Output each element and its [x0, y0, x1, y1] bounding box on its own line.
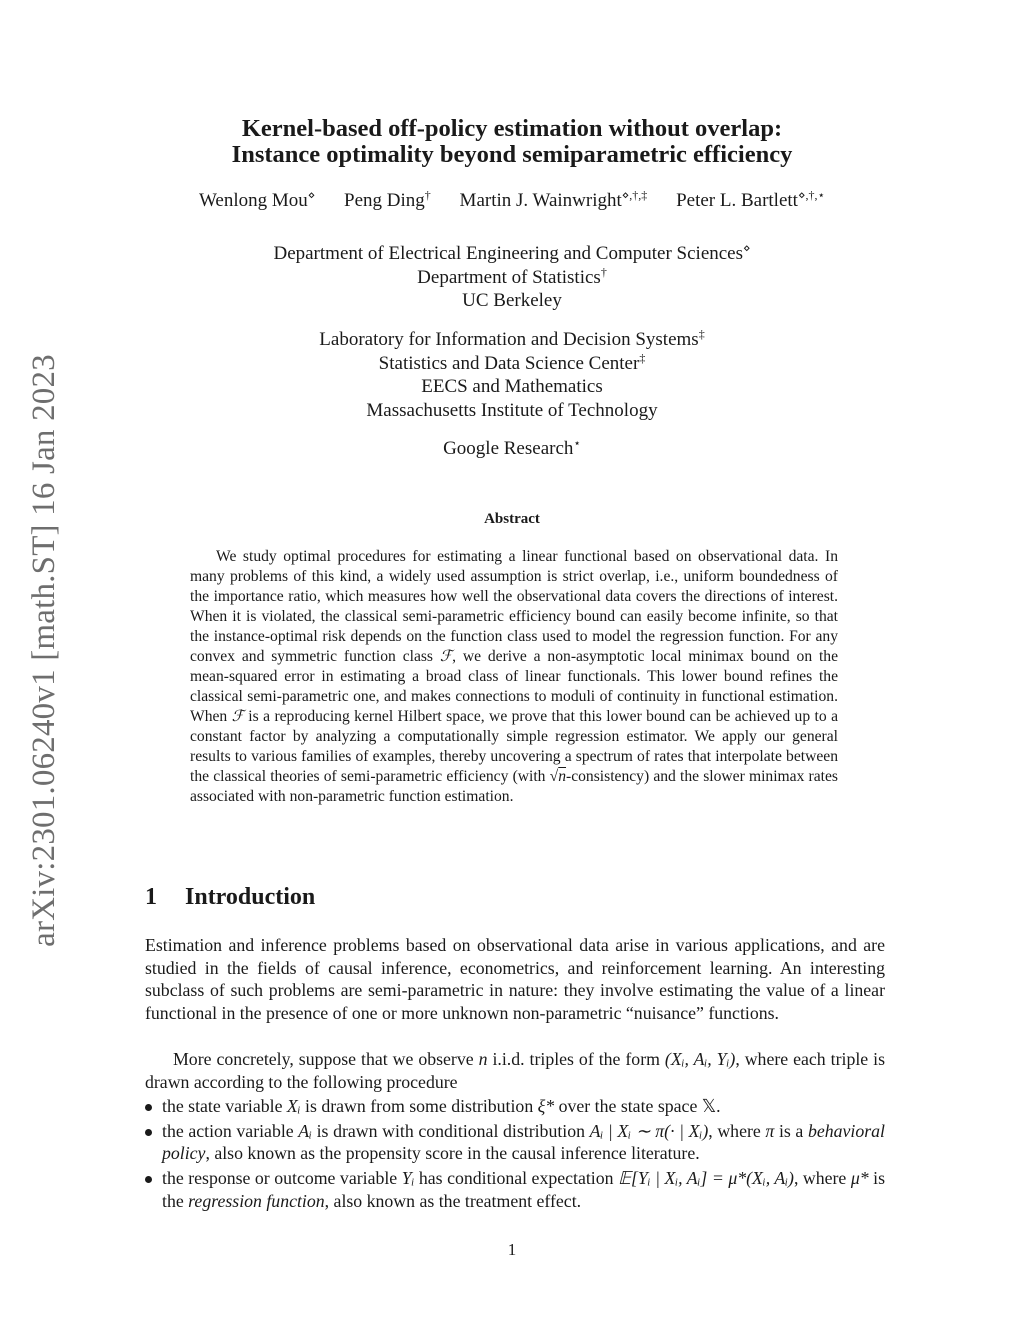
author: [460, 190, 648, 211]
affiliation-line: EECS and Mathematics: [421, 376, 603, 397]
section-title: Introduction: [185, 884, 316, 910]
author-affil-marks: †: [424, 188, 431, 202]
arxiv-id-text: arXiv:2301.06240v1 [math.ST] 16 Jan 2023: [25, 353, 62, 947]
author: [676, 190, 825, 211]
author-affil-marks: ⋄: [307, 188, 316, 202]
abstract-heading: Abstract: [484, 511, 540, 527]
affiliation-line: Google Research⋆: [443, 436, 581, 459]
intro-paragraph-2: More concretely, suppose that we observe n i.i.d. triples of the form (Xᵢ, Aᵢ, Yᵢ), where each triple is drawn according to the following procedure the state variable Xᵢ is drawn from some distribution ξ* over the state space 𝕏. the action variable Aᵢ is drawn with conditional distribution Aᵢ | Xᵢ ∼ π(· | Xᵢ), where π is a behavioral policy, also known as the propensity score in the causal inference literature. the response or outcome variable Yᵢ has conditional expectation 𝔼[Yᵢ | Xᵢ, Aᵢ] = μ*(Xᵢ, Aᵢ), where μ* is the regression function, also known as the treatment effect.: [145, 1049, 885, 1211]
affiliation-line: Massachusetts Institute of Technology: [366, 399, 658, 421]
procedure-list: [145, 1095, 885, 1212]
bullet-icon: [145, 1176, 152, 1183]
author: [199, 190, 315, 211]
section-number: 1: [145, 884, 157, 910]
list-item: the state variable Xᵢ is drawn from some distribution ξ* over the state space 𝕏.: [145, 1095, 885, 1118]
affiliation-block-google: [0, 437, 1024, 461]
list-item: the action variable Aᵢ is drawn with conditional distribution Aᵢ | Xᵢ ∼ π(· | Xᵢ), where π is a behavioral policy, also known as the propensity score in the causal inference literature.: [145, 1120, 885, 1165]
paper-title: [0, 116, 1024, 168]
author-affil-marks: ⋄,†,⋆: [797, 188, 825, 202]
list-item: the response or outcome variable Yᵢ has conditional expectation 𝔼[Yᵢ | Xᵢ, Aᵢ] = μ*(Xᵢ, Aᵢ), where μ* is the regression function, also known as the treatment effect.: [145, 1167, 885, 1212]
affiliation-line: Statistics and Data Science Center‡: [378, 350, 646, 374]
author-name: Peter L. Bartlett: [676, 190, 798, 211]
affiliation-line: Laboratory for Information and Decision Systems‡: [319, 327, 705, 350]
arxiv-sidebar-stamp: [12, 340, 76, 960]
author-name: Peng Ding: [344, 190, 425, 211]
affiliation-block-berkeley: [0, 242, 1024, 313]
author-list: [0, 190, 1024, 212]
author: [344, 190, 431, 211]
title-line-2: Instance optimality beyond semiparametric efficiency: [231, 141, 793, 168]
title-line-1: Kernel-based off-policy estimation without overlap:: [241, 115, 783, 142]
affiliation-line: UC Berkeley: [462, 290, 562, 311]
affiliation-line: Department of Electrical Engineering and Computer Sciences⋄: [273, 241, 751, 264]
author-name: Wenlong Mou: [199, 190, 308, 211]
bullet-icon: [145, 1129, 152, 1136]
abstract-body: We study optimal procedures for estimating a linear functional based on observational data. In many problems of this kind, a widely used assumption is strict overlap, i.e., uniform boundedness of the importance ratio, which measures how well the observational data covers the directions of interest. When it is violated, the classical semi-parametric efficiency bound can easily become infinite, so that the instance-optimal risk depends on the function class used to model the regression function. For any convex and symmetric function class ℱ, we derive a non-asymptotic local minimax bound on the mean-squared error in estimating a broad class of linear functionals. This lower bound refines the classical semi-parametric one, and makes connections to moduli of continuity in functional estimation. When ℱ is a reproducing kernel Hilbert space, we prove that this lower bound can be achieved up to a constant factor by analyzing a computationally simple regression estimator. We apply our general results to various families of examples, thereby uncovering a spectrum of rates that interpolate between the classical theories of semi-parametric efficiency (with √n-consistency) and the slower minimax rates associated with non-parametric function estimation.: [190, 548, 838, 805]
author-name: Martin J. Wainwright: [459, 190, 622, 211]
affiliation-line: Department of Statistics†: [417, 264, 607, 288]
page-number: 1: [507, 1240, 517, 1259]
section-heading-introduction: [145, 884, 315, 911]
bullet-icon: [145, 1104, 152, 1111]
intro-paragraph-1: Estimation and inference problems based on observational data arise in various applications, and are studied in the fields of causal inference, econometrics, and reinforcement learning. An interesting subclass of such problems are semi-parametric in nature: they involve estimating the value of a linear functional in the presence of one or more unknown non-parametric “nuisance” functions.: [145, 935, 885, 1023]
author-affil-marks: ⋄,†,‡: [621, 188, 648, 202]
affiliation-block-mit: [0, 328, 1024, 422]
